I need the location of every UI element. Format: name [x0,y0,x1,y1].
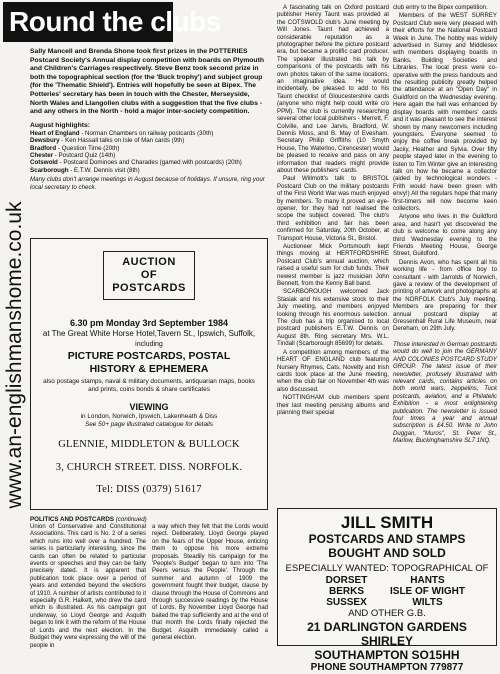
auctioneer-name: GLENNIE, MIDDLETON & BULLOCK [58,439,240,451]
auction-also: also postage stamps, naval & military documents, antiquarian maps, books and prints, coins bonds & share certificates [43,378,255,393]
other-gb-line: AND OTHER G.B. [348,608,426,619]
viewing-title: VIEWING [129,402,169,413]
county-item: BERKS [328,586,364,597]
auction-venue: at The Great White Horse Hotel,Tavern St., Ipswich, Suffolk, [42,329,256,338]
article-paragraph: Paul Willmott's talk to BRISTOL Postcard Club on the military postcards of the First World War was much enjoyed by members. To many it proved an eye-opener, for they had not realised the scope the subject covered. The club's third exhibition and fair has been confirmed for Saturday, 20th October, at Transport House, Victoria St., Bristol. [277,175,389,242]
auctioneer-phone: Tel: DISS (0379) 51617 [96,484,202,496]
article-paragraph: Auctioneer Mick Portsmouth kept things moving at HERTFORDSHIRE Postcard Club's annual auction, which raised a useful sum for club funds. Their newest member is jazz musician John Bennett, from the Kenny Ball band. [277,243,389,288]
section-header [3,2,221,42]
highlights-note: Many clubs don't arrange meetings in August because of holidays. If unsure, ring your local secretary to check. [30,176,265,191]
dealer-address-1: 21 DARLINGTON GARDENS [307,620,467,634]
dealer-line-1: POSTCARDS AND STAMPS [308,532,466,546]
politics-column-1: Union of Conservative and Constitutional Associations. This card is No. 2 of a series which runs into well over a hundred. The series is particularly interesting, since the cards can often be related to particular events or speeches and they can be fairly precisely dated. It is apparent that publication took place over a period of years and extended beyond the elections of 1910. A number of artists contributed to it especially G.R. Halkett, who drew the card which is illustrated. As his campaign got underway, so Lloyd George and Asquith began to link it with the reform of the House of Lords and the next election. In the Budget they were expressing the will of the people in [30,524,146,649]
wanted-line: ESPECIALLY WANTED: TOPOGRAPHICAL OF [285,563,489,574]
article-paragraph: A fascinating talk on Oxford postcard publisher Henry Taunt was provided at the COTSWOLD club's June meeting by Will Jones. Taunt had achieved a considerable reputation as a photographer before the picture postcard era, but became a prolific card producer. The speaker illustrated his talk by comparisons of the postcards with his own photos taken of the same locations, an imaginative idea. He would incidentally, be pleased to add to his Taunt checklist of Gloucestershire cards (anyone who might help could write c/o PPM). The club is currently researching several other local publishers - Merrett, F. Colville, and Lee Jarvis, Bradford, W. Dennis Moss, and B. May of Evesham. Secretary Philip Griffiths (10 Smyth House, The Waterloo, Cirencester) would be pleased to receive and pass on any information that readers might provide about these publishers' cards. [277,4,389,174]
highlight-item: Dewsbury - Ken Hassall talks on Isle of Man cards (9th) [30,137,185,145]
auction-date: 6.30 pm Monday 3rd September 1984 [69,318,229,328]
article-paragraph: NOTTINGHAM club members spent their last meeting perusing albums and planning their special [277,394,389,416]
study-group-notice: Those interested in German postcards would do well to join the GERMANY AND COLONIES POSTCARD STUDY GROUP. The latest issue of their newsletter, profusely illustrated with relevant cards, contains articles on both world wars, zeppelins, Tuck postcards, aviation, and a Philatelic Exhibition - a most enlightening publication. The newsletter is issued four times a year and annual subscription is £4.50. Write to John Duggan, "Muros", St. Peter St., Marlow, Buckinghamshire SL7 1NQ. [393,340,497,445]
auction-title-box: AUCTION OF POSTCARDS [103,251,195,300]
article-paragraph: Anyone who lives in the Guildford area, and hasn't yet discovered the club is welcome to come along any third Wednesday evening to the Friends Meeting House, George Street, Guildford. [393,213,497,258]
auction-headline-2: HISTORY & EPHEMERA [89,363,209,375]
highlight-item: Bradford - Question Time (20th) [30,144,120,152]
highlight-item: Heart of England - Norman Chambers on railway postcards (30th) [30,129,214,137]
right-column [393,4,497,446]
dealer-line-2: BOUGHT AND SOLD [328,546,446,560]
county-item: SUSSEX [326,597,367,608]
highlight-item: Cotswold - Postcard Dominoes and Charades (gamed with postcards) (20th) [30,159,242,167]
left-column [30,48,268,191]
page-title: Round the clubs [9,6,221,37]
highlight-item: Scarborough - E.T.W. Dennis visit (8th) [30,166,140,174]
highlights-title: August highlights: [30,121,91,129]
auction-including: including [135,341,163,348]
viewing-places: in London, Norwich, Ipswich, Lakenheath & Diss [80,413,218,421]
highlight-item: Chester - Postcard Quiz (14th) [30,151,116,159]
side-watermark [3,120,27,590]
side-url-text: www.an-englishmanshome.co.uk [3,201,26,509]
jill-smith-advert [277,508,497,673]
article-paragraph: club entry to the Bipex competition. [393,4,488,11]
article-paragraph: Members of the WEST SURREY Postcard Club were very pleased with their efforts for the National Postcard Week in June. The hobby was widely advertised in Surrey and Middlesex with members displaying boards in Banks, Building Societies and Libraries. The local press were co-operative with the press handouts and the resulting publicity greatly helped the attendance at an "Open Day" in Guildford on the Wednesday evening. Here again the hall was enhanced by display boards with members' cards and it was pleasant to see the interest shown by many newcomers including youngsters. Everyone seemed to enjoy the coffee break provided by Jacky, Heather and Sylvia. Over fifty people stayed later in the evening to listen to Tim Winter give an interesting talk on how he became a collector (aided by technological wonders - Frith would have been green with envy!) All the regulars hope that many first-timers will now become keen collectors. [393,12,497,212]
politics-heading: POLITICS AND POSTCARDS (continued) [30,516,147,523]
county-item: ISLE OF WIGHT [390,586,465,597]
intro-paragraph: Sally Mancell and Brenda Shone took first prizes in the POTTERIES Postcard Society's Annual display competition with boards on Plymouth and Children's Carriages respectively. Steve Benz took second prize in both the topographical section (for the 'Buck trophy') and subject group (for the 'Thematic Shield'). Entries will hopefully be seen at Bipex. The Potteries' secretary has been in touch with the Chester, Merseyside, North Wales and Llangollen clubs with a suggestion that the five clubs - and any others in the North - hold a major inter-society competition. [30,48,265,116]
dealer-phone: PHONE SOUTHAMPTON 779877 [310,662,464,673]
auction-advert [30,238,268,510]
highlights-list [30,130,268,174]
auction-headline-1: PICTURE POSTCARDS, POSTAL [67,350,231,362]
politics-column-2: a way which they felt that the Lords would reject. Deliberately, Lloyd George played on the fears of the Upper House, enticing them to oppose his more extreme proposals. Steadily his campaign for the 'People's Budget' began to turn into 'The Peers versus the People'. Through the summer and autumn of 1909 the government fought their budget, clause by clause through the House of Commons and through successive readings by the House of Lords. By November Lloyd George had baited the trap sufficiently and at the end of that month the Lords finally rejected the Budget. Asquith immediately called a general election. [152,524,268,642]
article-paragraph: SCARBOROUGH welcomed Jack Stasiak and his extensive stock to their July meeting, and members enjoyed looking through his enormous selection. The club has a trip organised to local postcard publishers E.T.W. Dennis on August 8th. Ring secretary Mrs. W.L. Tindall (Scarborough 85699) for details. [277,288,389,348]
viewing-note: See 50+ page illustrated catalogue for details [84,421,214,429]
dealer-address-2: SHIRLEY [360,634,413,648]
middle-column [277,4,389,417]
county-list [278,575,496,608]
dealer-name: JILL SMITH [340,513,434,532]
politics-article [30,516,268,650]
dealer-address-3: SOUTHAMPTON SO15HH [314,648,460,662]
article-paragraph: Dennis Avon, who has spent all his working life - from office boy to consultant - with Jarrolds of Norwich, gave a review of the development of printing of artwork and photographs at the NORFOLK Club's July meeting. Members are preparing for their annual postcard display at Gressenhall Rural Life Museum, near Dereham, on 29th July. [393,258,497,333]
county-item: DORSET [325,575,368,586]
county-item: HANTS [410,575,445,586]
county-item: WILTS [412,597,443,608]
article-paragraph: A competition among members of the HEART OF ENGLAND club featuring Nursery Rhymes, Cats, Novelty and Irish cards took place at the June meeting, when the club fair on November 4th was also discussed. [277,348,389,393]
auctioneer-address: 3, CHURCH STREET. DISS. NORFOLK. [55,461,243,473]
